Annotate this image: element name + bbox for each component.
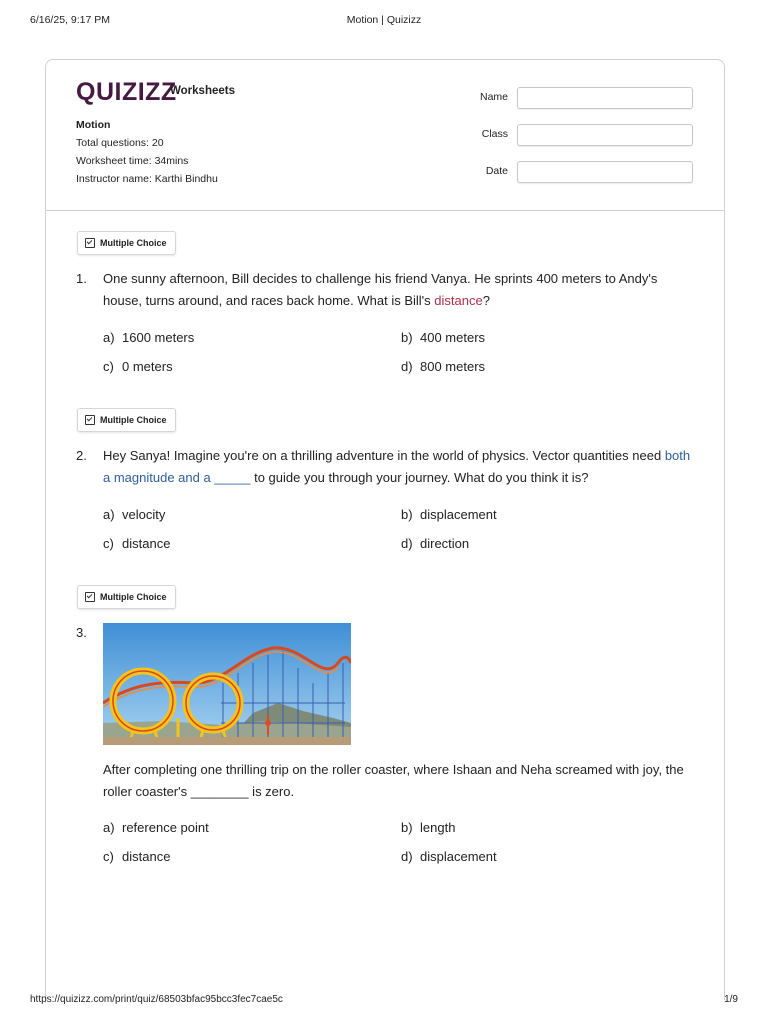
answer-option[interactable]	[401, 330, 485, 345]
worksheet-header	[46, 60, 724, 211]
name-field[interactable]	[517, 87, 693, 109]
option-text: 1600 meters	[122, 330, 195, 345]
checkbox-icon	[85, 592, 95, 602]
question-type-badge	[77, 231, 176, 255]
print-url: https://quizizz.com/print/quiz/68503bfac95bcc3fec7cae5c	[30, 994, 283, 1005]
date-field[interactable]	[517, 161, 693, 183]
option-letter: b)	[401, 330, 413, 345]
question-text	[103, 268, 693, 312]
question-type-label: Multiple Choice	[100, 238, 167, 248]
class-label: Class	[481, 128, 508, 140]
question-text: After completing one thrilling trip on the roller coaster, where Ishaan and Neha screamed with joy, the roller coaster's ________ is zero.	[103, 762, 684, 799]
answer-option[interactable]	[401, 507, 497, 522]
instructor-name: Instructor name: Karthi Bindhu	[76, 173, 218, 185]
answer-option[interactable]	[103, 507, 165, 522]
option-letter: c)	[103, 536, 114, 551]
option-letter: d)	[401, 849, 413, 864]
name-label: Name	[479, 91, 508, 103]
option-text: 0 meters	[122, 359, 173, 374]
answer-option[interactable]	[401, 849, 497, 864]
answer-option[interactable]	[103, 330, 194, 345]
question-text	[103, 445, 693, 489]
option-text: distance	[122, 536, 171, 551]
answer-option[interactable]	[103, 359, 173, 374]
print-date: 6/16/25, 9:17 PM	[30, 14, 110, 26]
option-letter: d)	[401, 536, 413, 551]
worksheet-card	[45, 59, 725, 1000]
worksheets-label: Worksheets	[170, 85, 235, 97]
question-text-part: ?	[482, 293, 490, 308]
answer-option[interactable]	[401, 820, 455, 835]
option-letter: a)	[103, 330, 115, 345]
question-text-part: to guide you through your journey. What do you think it is?	[250, 470, 589, 485]
class-field[interactable]	[517, 124, 693, 146]
option-letter: c)	[103, 849, 114, 864]
option-text: reference point	[122, 820, 209, 835]
answer-option[interactable]	[401, 536, 469, 551]
question-type-label: Multiple Choice	[100, 592, 167, 602]
option-letter: a)	[103, 507, 115, 522]
option-text: distance	[122, 849, 171, 864]
option-letter: c)	[103, 359, 114, 374]
question-type-badge	[77, 408, 176, 432]
question-type-label: Multiple Choice	[100, 415, 167, 425]
worksheet-title: Motion	[76, 119, 111, 131]
answer-option[interactable]	[103, 849, 170, 864]
option-text: length	[420, 820, 456, 835]
option-text: direction	[420, 536, 470, 551]
print-header	[0, 14, 768, 30]
checkbox-icon	[85, 238, 95, 248]
question-number: 2.	[76, 448, 87, 463]
question-text-part: Hey Sanya! Imagine you're on a thrilling adventure in the world of physics. Vector quantities need	[103, 448, 665, 463]
total-questions: Total questions: 20	[76, 137, 164, 149]
option-letter: d)	[401, 359, 413, 374]
answer-option[interactable]	[103, 820, 209, 835]
option-text: velocity	[122, 507, 166, 522]
question-highlight: distance	[434, 293, 483, 308]
print-title: Motion | Quizizz	[346, 14, 422, 26]
option-text: displacement	[420, 849, 497, 864]
worksheet-time: Worksheet time: 34mins	[76, 155, 189, 167]
answer-option[interactable]	[401, 359, 485, 374]
question-type-badge	[77, 585, 176, 609]
option-text: 400 meters	[420, 330, 486, 345]
checkbox-icon	[85, 415, 95, 425]
question-number: 3.	[76, 625, 87, 640]
option-text: 800 meters	[420, 359, 486, 374]
option-letter: b)	[401, 507, 413, 522]
page-number: 1/9	[724, 994, 738, 1005]
option-text: displacement	[420, 507, 497, 522]
option-letter: b)	[401, 820, 413, 835]
roller-coaster-image	[103, 623, 351, 745]
quizizz-logo: QUIZIZZ	[76, 78, 177, 106]
question-text-part: One sunny afternoon, Bill decides to challenge his friend Vanya. He sprints 400 meters to Andy's house, turns around, and races back home. What is Bill's	[103, 271, 658, 308]
option-letter: a)	[103, 820, 115, 835]
question-number: 1.	[76, 271, 87, 286]
date-label: Date	[485, 165, 508, 177]
answer-option[interactable]	[103, 536, 170, 551]
question-highlight: both a magnitude and a _____	[103, 448, 691, 485]
